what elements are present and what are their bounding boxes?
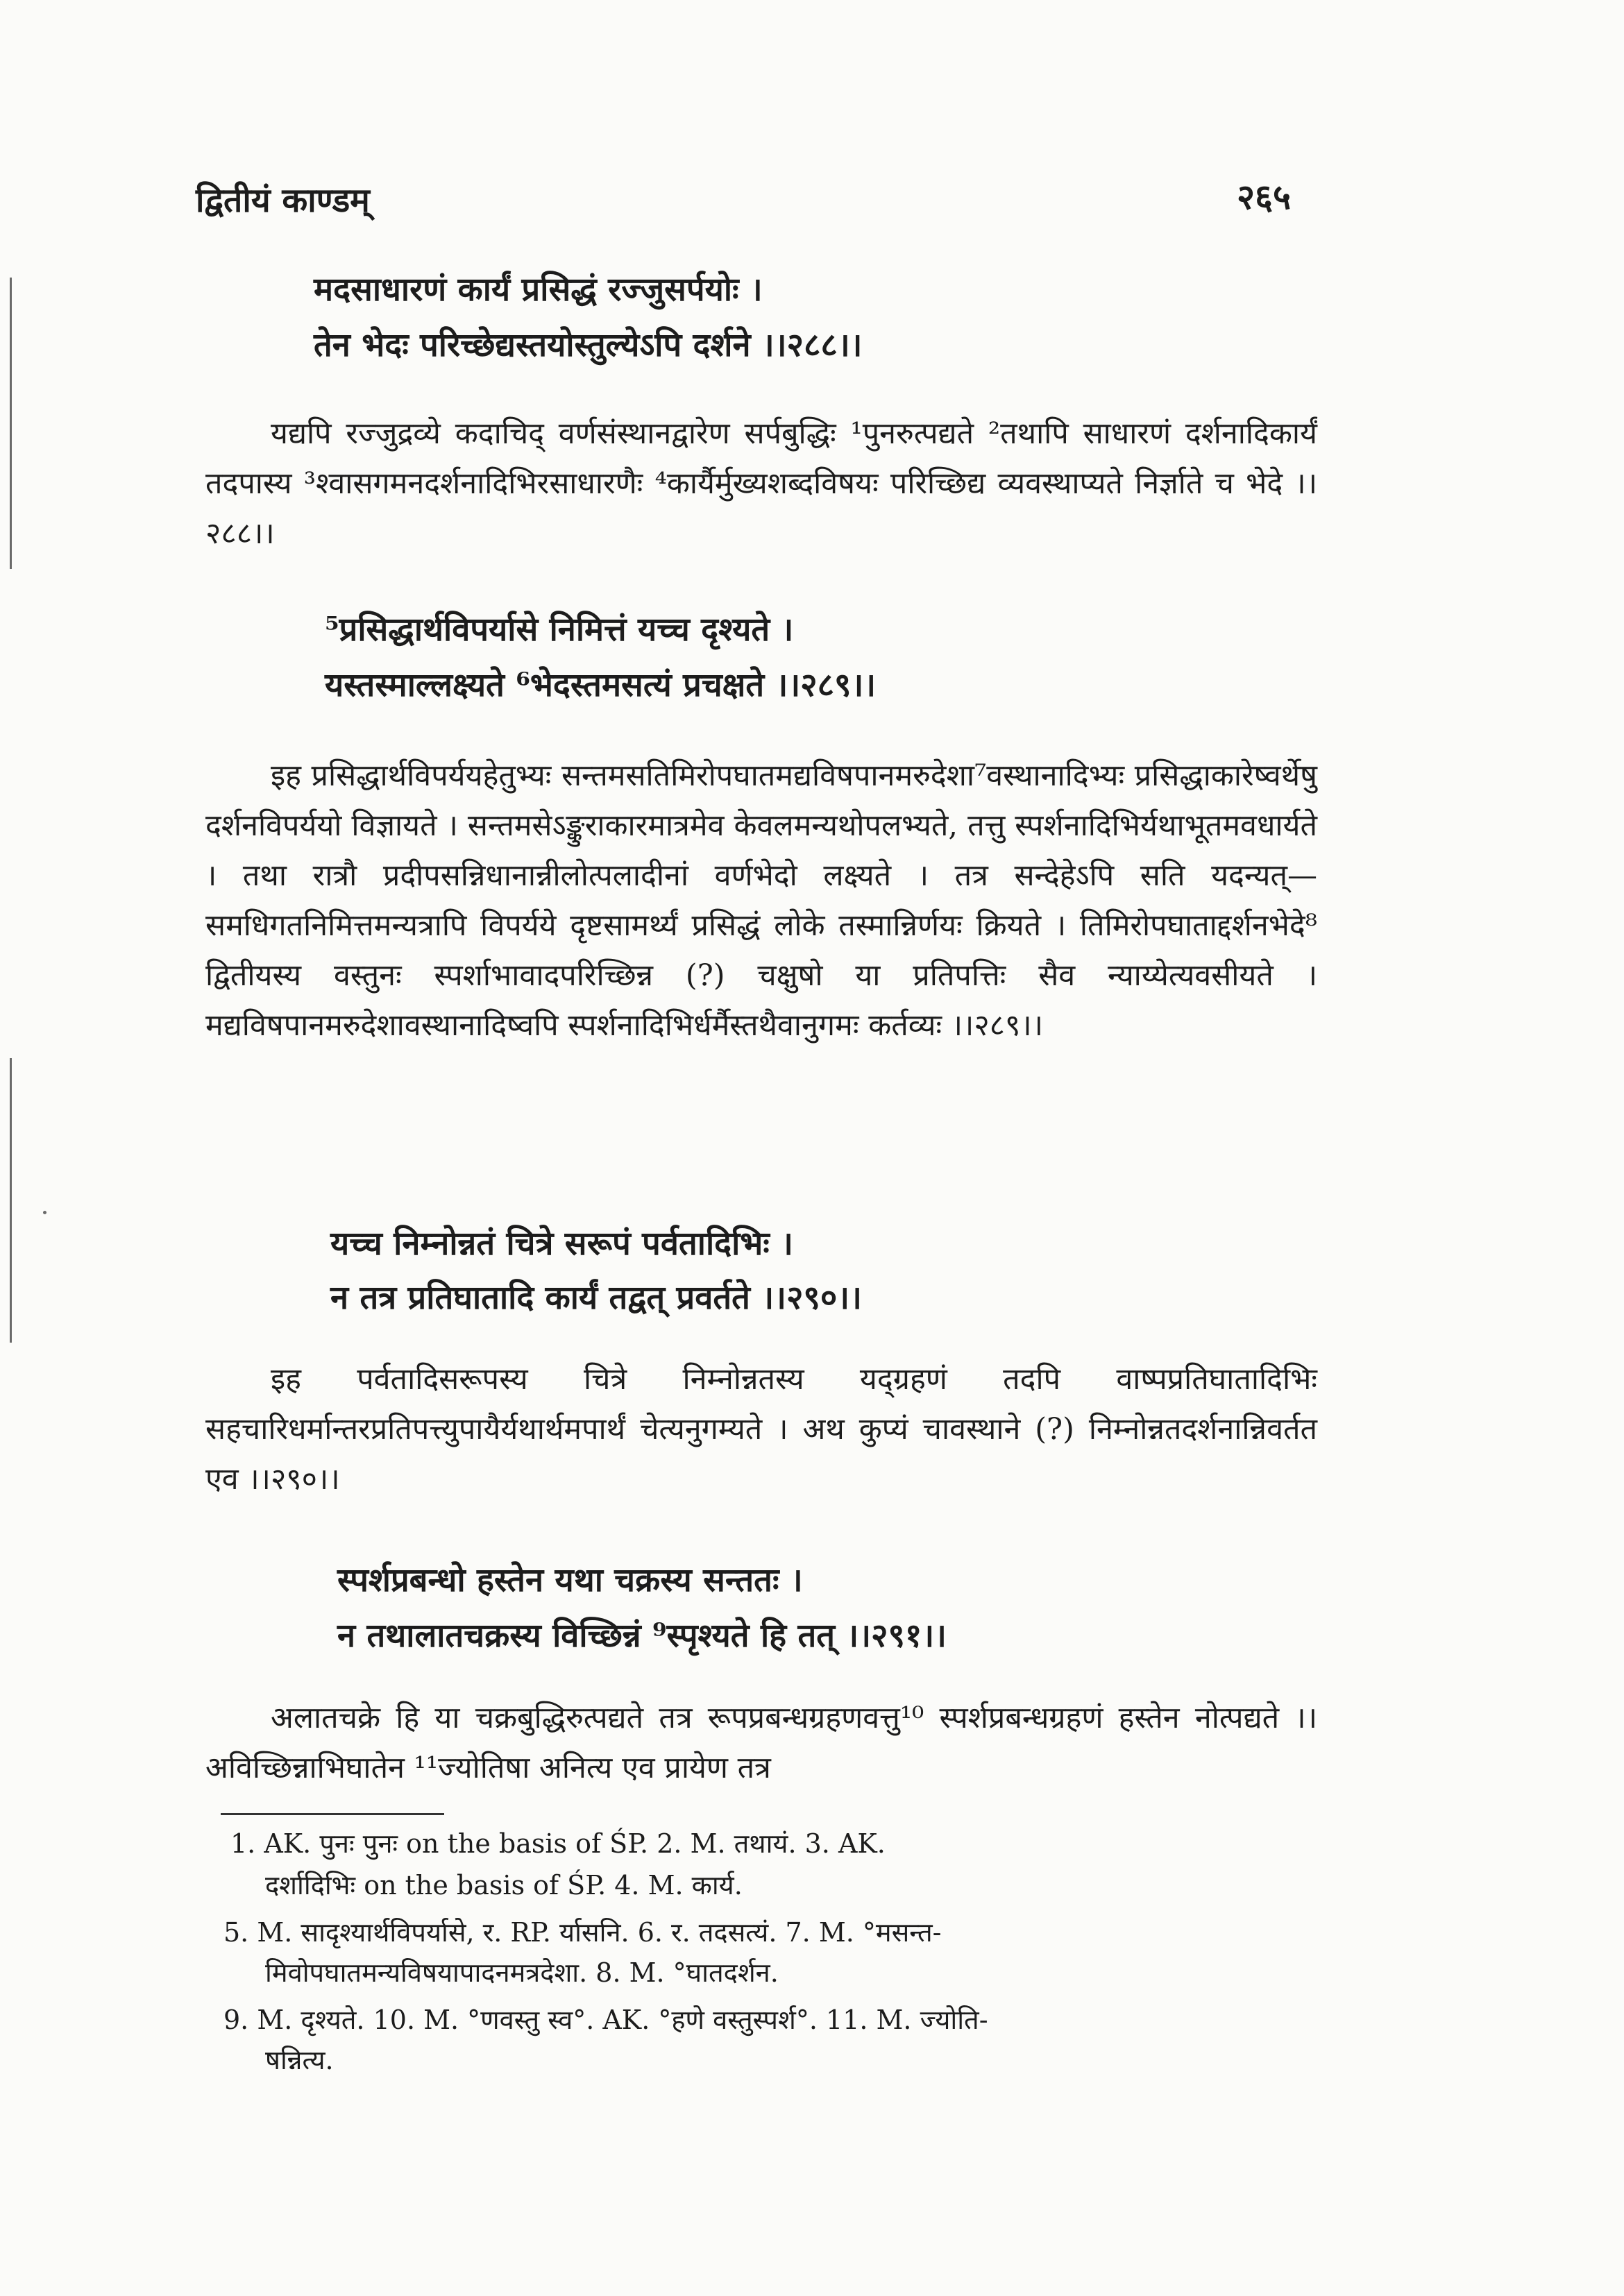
- footnote-line: मिवोपघातमन्यविषयापादनमत्रदेशा. 8. M. °घातदर्शन.: [265, 1957, 779, 1988]
- commentary-text: इह प्रसिद्धार्थविपर्ययहेतुभ्यः सन्तमसतिमिरोपघातमद्यविषपानमरुदेशा⁷वस्थानादिभ्यः प्रसिद्धाकारेष्वर्थेषु दर्शनविपर्ययो विज्ञायते । सन्तमसेऽङ्कुराकारमात्रमेव केवलमन्यथोपलभ्यते, तत्तु स्पर्शनादिभिर्यथाभूतमवधार्यते । तथा रात्रौ प्रदीपसन्निधानान्नीलोत्पलादीनां वर्णभेदो लक्ष्यते । तत्र सन्देहेऽपि सति यदन्यत्—समधिगतनिमित्तमन्यत्रापि विपर्यये दृष्टसामर्थ्यं प्रसिद्धं लोके तस्मान्निर्णयः क्रियते । तिमिरोपघाताद्दर्शनभेदे⁸ द्वितीयस्य वस्तुनः स्पर्शाभावादपरिच्छिन्न (?) चक्षुषो या प्रतिपत्तिः सैव न्याय्येत्यवसीयते । मद्यविषपानमरुदेशावस्थानादिष्वपि स्पर्शनादिभिर्धर्मैस्तथैवानुगमः कर्तव्यः ।।२८९।।: [205, 758, 1317, 1043]
- verse-290-line2: न तत्र प्रतिघातादि कार्यं तद्वत् प्रवर्तते ।।२९०।।: [330, 1279, 862, 1317]
- scan-margin-dot: [43, 1211, 46, 1214]
- scan-margin-line: [10, 278, 12, 569]
- commentary-291: [205, 1693, 1317, 1793]
- footnote-rule: [221, 1813, 444, 1815]
- verse-288-line1: मदसाधारणं कार्यं प्रसिद्धं रज्जुसर्पयोः ।: [314, 271, 763, 309]
- footnote-line: दर्शादिभिः on the basis of ŚP. 4. M. कार्य.: [265, 1870, 743, 1900]
- commentary-text: अलातचक्रे हि या चक्रबुद्धिरुत्पद्यते तत्र रूपप्रबन्धग्रहणवत्तु¹⁰ स्पर्शप्रबन्धग्रहणं हस्तेन नोत्पद्यते ।। अविच्छिन्नाभिघातेन ¹¹ज्योतिषा अनित्य एव प्रायेण तत्र: [205, 1701, 1317, 1785]
- footnote-line: षन्नित्य.: [265, 2045, 334, 2075]
- commentary-288: [205, 409, 1317, 559]
- verse-289-line1: ⁵प्रसिद्धार्थविपर्यासे निमित्तं यच्च दृश्यते ।: [325, 611, 794, 649]
- commentary-text: यद्यपि रज्जुद्रव्ये कदाचिद् वर्णसंस्थानद्वारेण सर्पबुद्धिः ¹पुनरुत्पद्यते ²तथापि साधारणं दर्शनादिकार्यं तदपास्य ³श्वासगमनदर्शनादिभिरसाधारणैः ⁴कार्यैर्मुख्यशब्दविषयः परिच्छिद्य व्यवस्थाप्यते निर्ज्ञाते च भेदे ।।२८८।।: [205, 416, 1317, 551]
- commentary-290: [205, 1354, 1317, 1504]
- running-header-title: द्वितीयं काण्डम्: [196, 181, 370, 220]
- verse-291-line1: स्पर्शप्रबन्धो हस्तेन यथा चक्रस्य सन्ततः ।: [337, 1561, 803, 1599]
- footnote-line: 5. M. सादृश्यार्थविपर्यासे, र. RP. र्यासनि. 6. र. तदसत्यं. 7. M. °मसन्त-: [223, 1917, 942, 1948]
- commentary-text: इह पर्वतादिसरूपस्य चित्रे निम्नोन्नतस्य यद्ग्रहणं तदपि वाष्पप्रतिघातादिभिः सहचारिधर्मान्तरप्रतिपत्त्युपायैर्यथार्थमपार्थं चेत्यनुगम्यते । अथ कुप्यं चावस्थाने (?) निम्नोन्नतदर्शनान्निवर्तत एव ।।२९०।।: [205, 1362, 1317, 1497]
- footnote-line: 9. M. दृश्यते. 10. M. °णवस्तु स्व°. AK. °हणे वस्तुस्पर्श°. 11. M. ज्योति-: [223, 2005, 988, 2035]
- verse-289-line2: यस्तस्माल्लक्ष्यते ⁶भेदस्तमसत्यं प्रचक्षते ।।२८९।।: [325, 666, 877, 704]
- page-number: २६५: [1237, 176, 1291, 217]
- verse-290-line1: यच्च निम्नोन्नतं चित्रे सरूपं पर्वतादिभिः ।: [330, 1225, 793, 1263]
- verse-291-line2: न तथालातचक्रस्य विच्छिन्नं ⁹स्पृश्यते हि तत् ।।२९१।।: [337, 1617, 947, 1655]
- verse-288-line2: तेन भेदः परिच्छेद्यस्तयोस्तुल्येऽपि दर्शने ।।२८८।।: [314, 326, 863, 364]
- footnote-line: 1. AK. पुनः पुनः on the basis of ŚP. 2. M. तथायं. 3. AK.: [230, 1828, 886, 1859]
- commentary-289: [205, 751, 1317, 1051]
- scan-margin-line: [10, 1058, 12, 1343]
